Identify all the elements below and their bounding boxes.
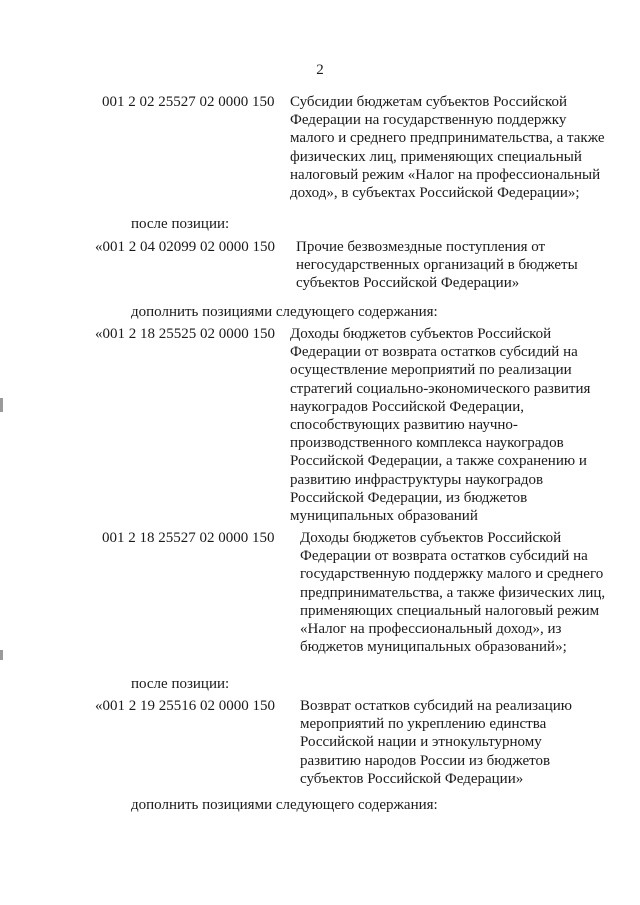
entry-4-code: 001 2 18 25527 02 0000 150: [102, 530, 275, 546]
entry-5-code: «001 2 19 25516 02 0000 150: [95, 698, 275, 714]
entry-1-code: 001 2 02 25527 02 0000 150: [102, 94, 275, 110]
instruction-add-positions-1: дополнить позициями следующего содержания:: [131, 304, 438, 320]
page-number: 2: [316, 62, 324, 78]
instruction-after-position-2: после позиции:: [131, 676, 230, 692]
entry-5-description: Возврат остатков субсидий на реализацию мероприятий по укреплению единства Российской нации и этнокультурному развитию народов России из бюджетов субъектов Российской Федерации»: [300, 698, 572, 787]
entry-1-description: Субсидии бюджетам субъектов Российской Федерации на государственную поддержку малого и среднего предпринимательства, а также физических лиц, применяющих специальный налоговый режим «Налог на профессиональный доход», в субъектах Российской Федерации»;: [290, 94, 605, 202]
entry-2-code: «001 2 04 02099 02 0000 150: [95, 239, 275, 255]
entry-3-description: Доходы бюджетов субъектов Российской Федерации от возврата остатков субсидий на осуществление мероприятий по реализации стратегий социально-экономического развития наукоградов Российской Федерации, способствующих развитию научно-производственного комплекса наукоградов Российской Федерации, а также сохранению и развитию инфраструктуры наукоградов Российской Федерации, из бюджетов муниципальных образований: [290, 326, 591, 525]
entry-4-description: Доходы бюджетов субъектов Российской Федерации от возврата остатков субсидий на государственную поддержку малого и среднего предпринимательства, а также физических лиц, применяющих специальный налоговый режим «Налог на профессиональный доход», из бюджетов муниципальных образований»;: [300, 530, 606, 656]
scan-margin-mark: [0, 398, 3, 412]
instruction-after-position-1: после позиции:: [131, 216, 230, 232]
scan-margin-mark: [0, 650, 3, 660]
entry-2-description: Прочие безвозмездные поступления от негосударственных организаций в бюджеты субъектов Российской Федерации»: [296, 239, 578, 292]
instruction-add-positions-2: дополнить позициями следующего содержания:: [131, 797, 438, 813]
entry-3-code: «001 2 18 25525 02 0000 150: [95, 326, 275, 342]
